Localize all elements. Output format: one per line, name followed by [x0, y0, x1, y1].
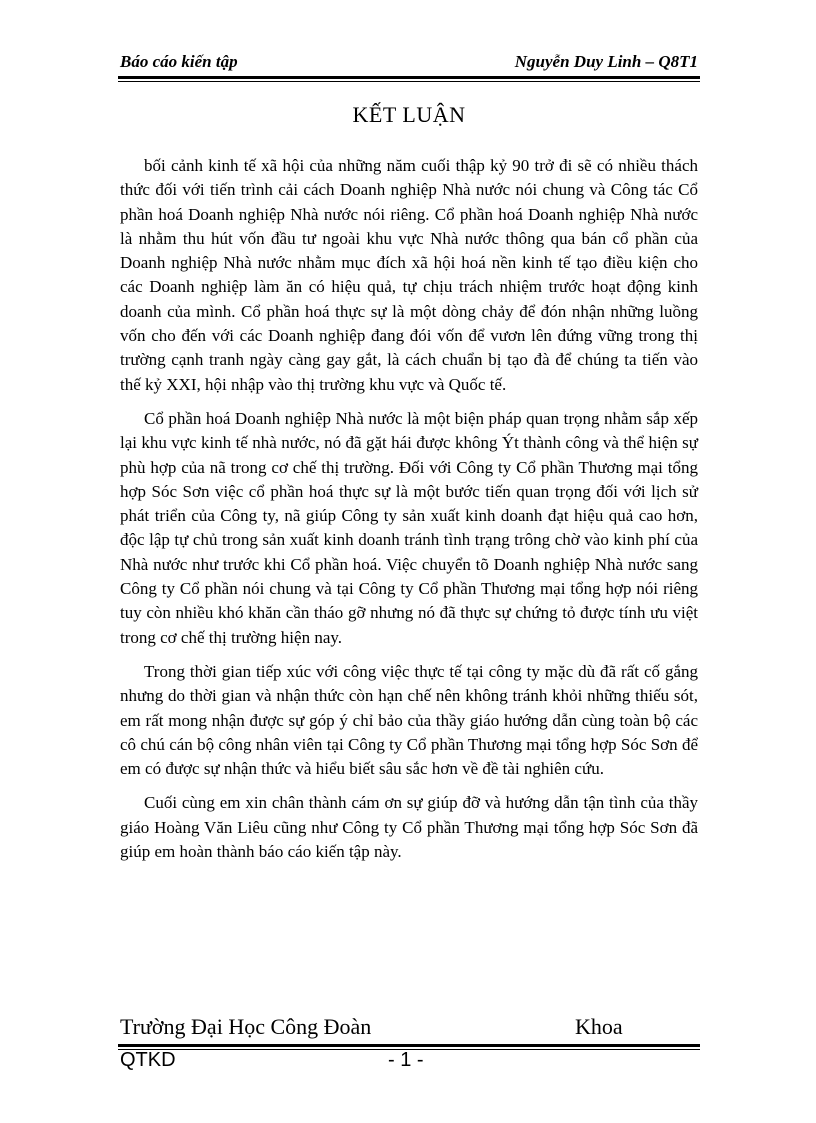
document-body — [120, 154, 698, 874]
paragraph-2: Cổ phần hoá Doanh nghiệp Nhà nước là một biện pháp quan trọng nhằm sắp xếp lại khu vực kinh tế nhà nước, nó đã gặt hái được không Ýt thành công và thể hiện sự phù hợp của nã trong cơ chế thị trường. Đối với Công ty Cổ phần Thương mại tổng hợp Sóc Sơn việc cổ phần hoá thực sự là một bước tiến quan trọng đối với lịch sử phát triển của Công ty, nã giúp Công ty sản xuất kinh doanh đạt hiệu quả cao hơn, độc lập tự chủ trong sản xuất kinh doanh tránh tình trạng trông chờ vào kinh phí của Nhà nước như trước khi Cổ phần hoá. Việc chuyển tõ Doanh nghiệp Nhà nước sang Công ty Cổ phần nói chung và tại Công ty Cổ phần Thương mại tổng hợp nói riêng tuy còn nhiều khó khăn cần tháo gỡ nhưng nó đã thực sự chứng tỏ được tính ưu việt trong cơ chế thị trường hiện nay. — [120, 408, 698, 647]
footer-faculty-label: Khoa — [575, 1014, 623, 1039]
page-footer — [118, 1014, 700, 1074]
footer-rule-thick — [118, 1044, 700, 1047]
footer-school-name: Trường Đại Học Công Đoàn — [120, 1014, 372, 1039]
footer-department: QTKD — [120, 1049, 176, 1071]
page-number: - 1 - — [388, 1049, 424, 1071]
paragraph-3: Trong thời gian tiếp xúc với công việc thực tế tại công ty mặc dù đã rất cố gắng nhưng do thời gian và nhận thức còn hạn chế nên không tránh khỏi những thiếu sót, em rất mong nhận được sự góp ý chỉ bảo của thầy giáo hướng dẫn cùng toàn bộ các cô chú cán bộ công nhân viên tại Công ty Cổ phần Thương mại tổng hợp Sóc Sơn để em có được sự nhận thức và hiểu biết sâu sắc hơn về đề tài nghiên cứu. — [120, 661, 698, 779]
page-title: KẾT LUẬN — [352, 102, 466, 127]
paragraph-1: bối cảnh kinh tế xã hội của những năm cuối thập kỷ 90 trở đi sẽ có nhiều thách thức đối với tiến trình cải cách Doanh nghiệp Nhà nước nói chung và Công tác Cổ phần hoá Doanh nghiệp Nhà nước nói riêng. Cổ phần hoá Doanh nghiệp Nhà nước là nhằm thu hút vốn đầu tư ngoài khu vực Nhà nước thông qua bán cổ phần của Doanh nghiệp Nhà nước nhằm mục đích xã hội hoá nền kinh tế tạo điều kiện cho các Doanh nghiệp làm ăn có hiệu quả, tự chịu trách nhiệm trước hoạt động kinh doanh của mình. Cổ phần hoá thực sự là một dòng chảy để đón nhận những luồng vốn cho đến với các Doanh nghiệp đang đói vốn để vươn lên đứng vững trong thị trường cạnh tranh ngày càng gay gắt, là cách chuẩn bị tạo đà để chúng ta tiến vào thế kỷ XXI, hội nhập vào thị trường khu vực và Quốc tế. — [120, 156, 698, 394]
header-rule-thick — [118, 76, 700, 79]
header-report-title: Báo cáo kiến tập — [120, 52, 238, 71]
header-author: Nguyễn Duy Linh – Q8T1 — [514, 52, 698, 71]
paragraph-4: Cuối cùng em xin chân thành cám ơn sự giúp đỡ và hướng dẫn tận tình của thầy giáo Hoàng Văn Liêu cũng như Công ty Cổ phần Thương mại tổng hợp Sóc Sơn đã giúp em hoàn thành báo cáo kiến tập này. — [120, 793, 698, 862]
page-header — [118, 52, 700, 76]
header-rule-thin — [118, 81, 700, 82]
